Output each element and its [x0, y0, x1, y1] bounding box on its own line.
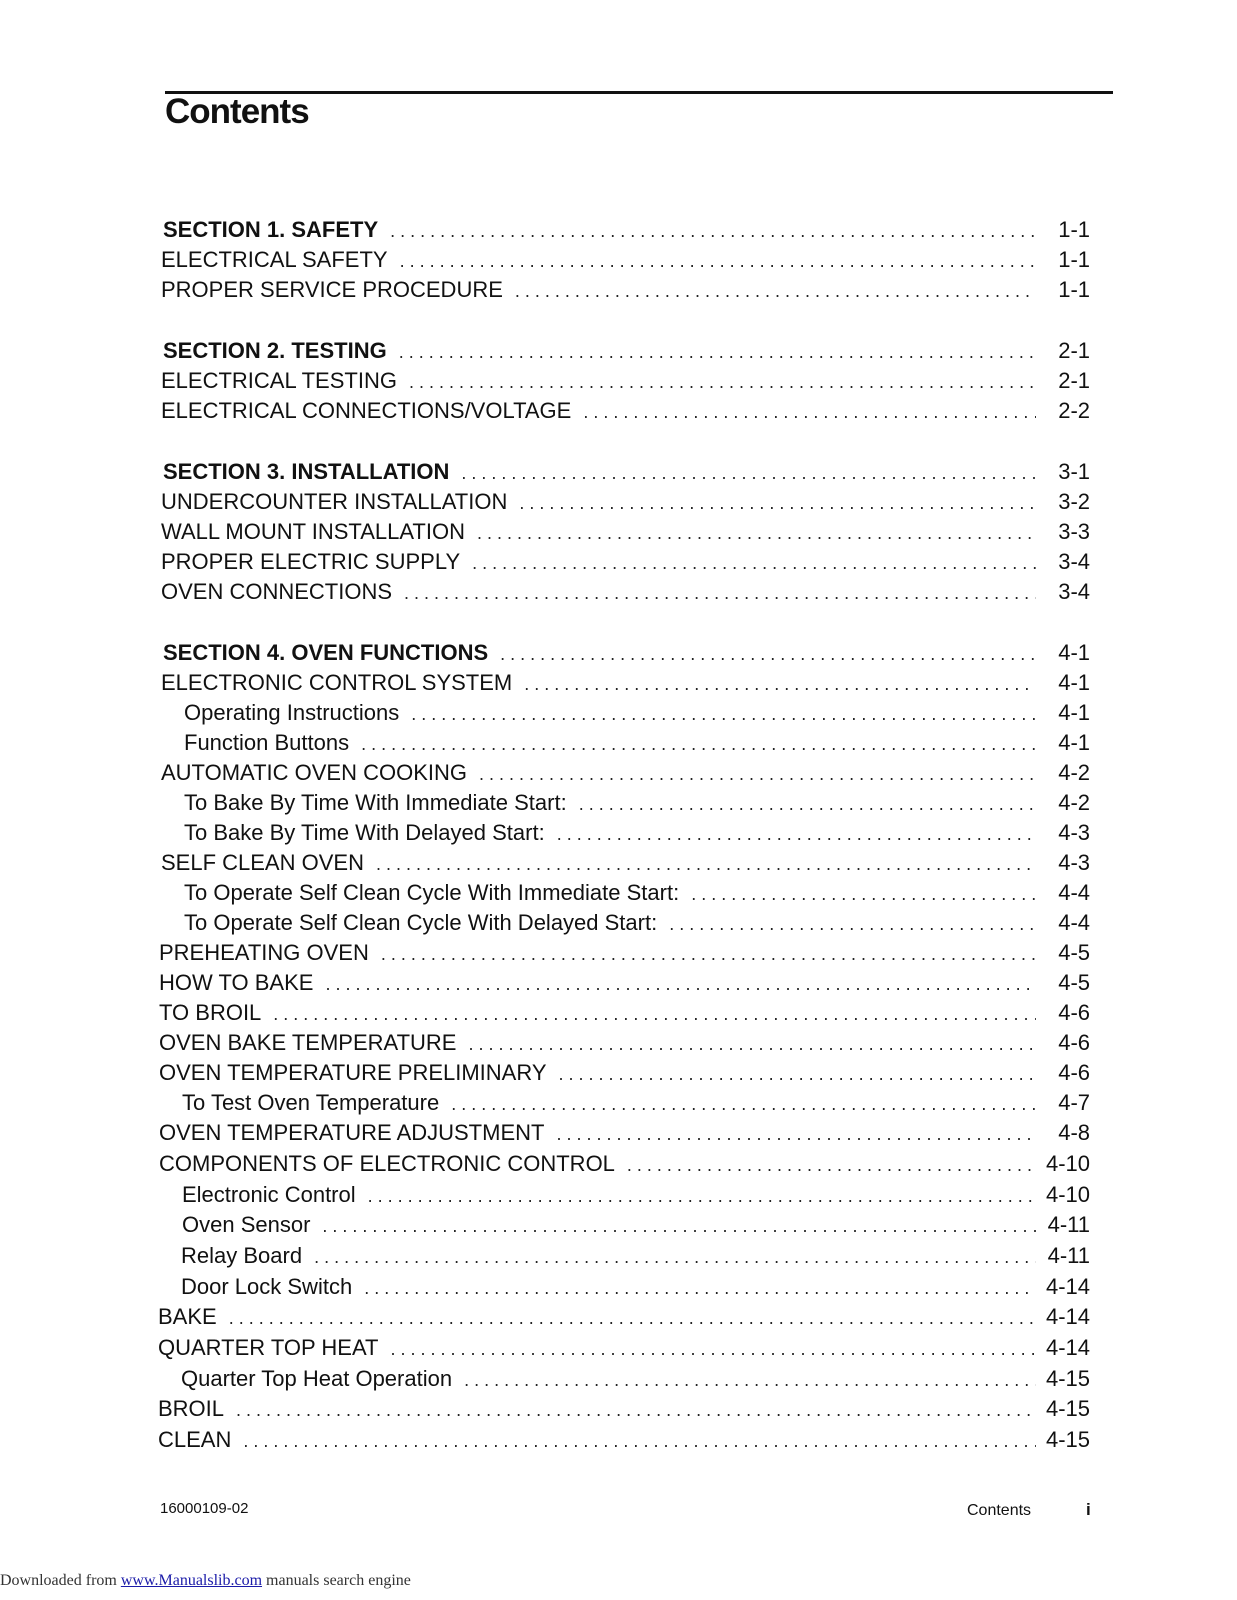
dot-leader	[557, 819, 1036, 849]
toc-page-number: 3-1	[1058, 459, 1090, 484]
toc-entry	[161, 245, 1090, 275]
toc-entry-label: SECTION 4. OVEN FUNCTIONS	[163, 640, 489, 665]
page-title: Contents	[165, 92, 309, 131]
dot-leader	[390, 1334, 1035, 1364]
dot-leader	[314, 1242, 1036, 1272]
dot-leader	[364, 1273, 1036, 1303]
toc-page-number: 3-3	[1058, 519, 1090, 544]
toc-page-number: 4-8	[1058, 1120, 1090, 1145]
toc-entry-label: OVEN BAKE TEMPERATURE	[159, 1030, 457, 1055]
dot-leader	[381, 939, 1036, 969]
toc-page-number: 2-1	[1058, 338, 1090, 363]
dot-leader	[477, 518, 1036, 548]
toc-entry	[159, 998, 1090, 1028]
toc-page-number: 4-6	[1058, 1030, 1090, 1055]
toc-entry	[158, 1425, 1090, 1455]
dot-leader	[322, 1211, 1036, 1241]
toc-entry-label: OVEN TEMPERATURE ADJUSTMENT	[159, 1120, 545, 1145]
toc-entry	[161, 366, 1090, 396]
dot-leader	[519, 488, 1036, 518]
toc-entry-label: To Bake By Time With Delayed Start:	[184, 820, 545, 845]
dot-leader	[579, 789, 1036, 819]
toc-entry	[159, 1118, 1090, 1148]
toc-page-number: 4-5	[1058, 940, 1090, 965]
toc-subentry	[182, 1180, 1090, 1210]
toc-entry-label: ELECTRICAL SAFETY	[161, 247, 388, 272]
toc-subentry	[184, 878, 1090, 908]
toc-page-number: 4-4	[1058, 880, 1090, 905]
toc-page-number: 1-1	[1058, 277, 1090, 302]
dot-leader	[464, 1365, 1036, 1395]
toc-entry-label: BROIL	[158, 1396, 225, 1421]
toc-entry	[158, 1394, 1090, 1424]
toc-entry-label: BAKE	[158, 1304, 217, 1329]
toc-subentry	[184, 788, 1090, 818]
toc-page-number: 4-1	[1058, 730, 1090, 755]
toc-entry-label: Oven Sensor	[182, 1212, 311, 1237]
toc-page-number: 4-11	[1047, 1212, 1090, 1237]
toc-page-number: 1-1	[1058, 247, 1090, 272]
toc-page-number: 4-14	[1045, 1274, 1090, 1299]
toc-page-number: 3-2	[1058, 489, 1090, 514]
toc-entry-label: ELECTRICAL CONNECTIONS/VOLTAGE	[161, 398, 572, 423]
toc-entry-label: SECTION 1. SAFETY	[163, 217, 379, 242]
toc-entry-label: To Test Oven Temperature	[182, 1090, 440, 1115]
toc-entry	[159, 1149, 1090, 1179]
toc-entry-label: ELECTRONIC CONTROL SYSTEM	[161, 670, 513, 695]
toc-section-heading	[163, 638, 1090, 668]
dot-leader	[411, 699, 1036, 729]
toc-entry-label: PROPER SERVICE PROCEDURE	[161, 277, 503, 302]
dot-leader	[376, 849, 1036, 879]
toc-entry-label: PREHEATING OVEN	[159, 940, 369, 965]
toc-subentry	[184, 818, 1090, 848]
dot-leader	[468, 1029, 1036, 1059]
toc-page-number: 4-3	[1058, 820, 1090, 845]
toc-entry-label: UNDERCOUNTER INSTALLATION	[161, 489, 508, 514]
toc-entry-label: SECTION 2. TESTING	[163, 338, 387, 363]
toc-page-number: 4-3	[1058, 850, 1090, 875]
toc-page-number: 2-1	[1058, 368, 1090, 393]
toc-entry-label: To Bake By Time With Immediate Start:	[184, 790, 567, 815]
manualslib-link[interactable]: www.Manualslib.com	[120, 1572, 263, 1589]
toc-entry	[161, 487, 1090, 517]
toc-entry-label: ELECTRICAL TESTING	[161, 368, 397, 393]
toc-entry-label: Door Lock Switch	[181, 1274, 353, 1299]
toc-entry-label: To Operate Self Clean Cycle With Delayed Start:	[184, 910, 658, 935]
dot-leader	[691, 879, 1036, 909]
toc-page-number: 4-10	[1045, 1151, 1090, 1176]
toc-entry-label: Relay Board	[181, 1243, 303, 1268]
toc-entry-label: To Operate Self Clean Cycle With Immediate Start:	[184, 880, 680, 905]
toc-section-heading	[163, 215, 1090, 245]
toc-entry-label: AUTOMATIC OVEN COOKING	[161, 760, 467, 785]
toc-page-number: 4-5	[1058, 970, 1090, 995]
toc-subentry	[181, 1241, 1090, 1271]
toc-entry-label: Quarter Top Heat Operation	[181, 1366, 453, 1391]
toc-page-number: 4-15	[1045, 1366, 1090, 1391]
toc-entry-label: QUARTER TOP HEAT	[158, 1335, 379, 1360]
toc-subentry	[182, 1210, 1090, 1240]
dot-leader	[243, 1426, 1036, 1456]
dot-leader	[325, 969, 1036, 999]
toc-page-number: 4-7	[1058, 1090, 1090, 1115]
toc-page-number: 4-4	[1058, 910, 1090, 935]
toc-entry	[161, 396, 1090, 426]
toc-section-heading	[163, 457, 1090, 487]
toc-entry-label: OVEN TEMPERATURE PRELIMINARY	[159, 1060, 547, 1085]
toc-page-number: 4-1	[1058, 700, 1090, 725]
dot-leader	[461, 458, 1036, 488]
toc-entry-label: WALL MOUNT INSTALLATION	[161, 519, 465, 544]
toc-page-number: 2-2	[1058, 398, 1090, 423]
toc-entry-label: TO BROIL	[159, 1000, 262, 1025]
toc-entry	[161, 577, 1090, 607]
dot-leader	[556, 1119, 1036, 1149]
toc-page-number: 3-4	[1058, 549, 1090, 574]
dot-leader	[361, 729, 1036, 759]
dot-leader	[627, 1150, 1036, 1180]
dot-leader	[669, 909, 1036, 939]
toc-entry	[159, 1028, 1090, 1058]
toc-page-number: 4-10	[1045, 1182, 1090, 1207]
toc-entry-label: SELF CLEAN OVEN	[161, 850, 364, 875]
dot-leader	[472, 548, 1036, 578]
toc-page-number: 4-1	[1058, 640, 1090, 665]
dot-leader	[409, 367, 1036, 397]
toc-subentry	[184, 728, 1090, 758]
toc-page-number: 4-15	[1045, 1396, 1090, 1421]
toc-entry-label: Operating Instructions	[184, 700, 400, 725]
toc-entry	[158, 1302, 1090, 1332]
dot-leader	[559, 1059, 1036, 1089]
download-banner	[0, 1572, 411, 1590]
toc-page-number: 1-1	[1058, 217, 1090, 242]
toc-subentry	[181, 1364, 1090, 1394]
toc-subentry	[184, 908, 1090, 938]
toc-subentry	[182, 1088, 1090, 1118]
toc-page-number: 4-15	[1045, 1427, 1090, 1452]
toc-page-number: 4-11	[1047, 1243, 1090, 1268]
dot-leader	[229, 1303, 1036, 1333]
dot-leader	[524, 669, 1036, 699]
dot-leader	[404, 578, 1036, 608]
download-prefix: Downloaded from	[0, 1572, 121, 1589]
toc-page-number: 4-6	[1058, 1060, 1090, 1085]
dot-leader	[515, 276, 1036, 306]
toc-page-number: 4-6	[1058, 1000, 1090, 1025]
dot-leader	[400, 246, 1036, 276]
toc-entry	[161, 547, 1090, 577]
toc-page-number: 4-2	[1058, 760, 1090, 785]
toc-page-number: 4-1	[1058, 670, 1090, 695]
toc-entry	[161, 275, 1090, 305]
toc-entry	[159, 938, 1090, 968]
toc-section-heading	[163, 336, 1090, 366]
toc-entry-label: COMPONENTS OF ELECTRONIC CONTROL	[159, 1151, 615, 1176]
dot-leader	[368, 1181, 1036, 1211]
toc-entry	[161, 517, 1090, 547]
toc-entry-label: PROPER ELECTRIC SUPPLY	[161, 549, 461, 574]
toc-entry	[159, 968, 1090, 998]
dot-leader	[451, 1089, 1036, 1119]
footer-section-label: Contents	[967, 1502, 1032, 1519]
dot-leader	[479, 759, 1036, 789]
toc-page-number: 4-14	[1045, 1335, 1090, 1360]
toc-entry	[159, 1058, 1090, 1088]
toc-entry-label: HOW TO BAKE	[159, 970, 314, 995]
toc-page-number: 4-14	[1045, 1304, 1090, 1329]
dot-leader	[390, 216, 1036, 246]
toc-subentry	[181, 1272, 1090, 1302]
download-suffix: manuals search engine	[262, 1572, 411, 1589]
toc-entry-label: CLEAN	[158, 1427, 232, 1452]
toc-entry-label: SECTION 3. INSTALLATION	[163, 459, 450, 484]
toc-page-number: 3-4	[1058, 579, 1090, 604]
document-code: 16000109-02	[160, 1500, 249, 1517]
toc-subentry	[184, 698, 1090, 728]
toc-entry-label: OVEN CONNECTIONS	[161, 579, 393, 604]
dot-leader	[583, 397, 1036, 427]
dot-leader	[273, 999, 1036, 1029]
dot-leader	[236, 1395, 1036, 1425]
toc-entry	[158, 1333, 1090, 1363]
toc-page-number: 4-2	[1058, 790, 1090, 815]
footer-page-number: i	[1086, 1500, 1091, 1519]
toc-entry-label: Electronic Control	[182, 1182, 356, 1207]
toc-entry-label: Function Buttons	[184, 730, 350, 755]
dot-leader	[500, 639, 1036, 669]
toc-entry	[161, 848, 1090, 878]
toc-entry	[161, 758, 1090, 788]
toc-entry	[161, 668, 1090, 698]
dot-leader	[399, 337, 1036, 367]
